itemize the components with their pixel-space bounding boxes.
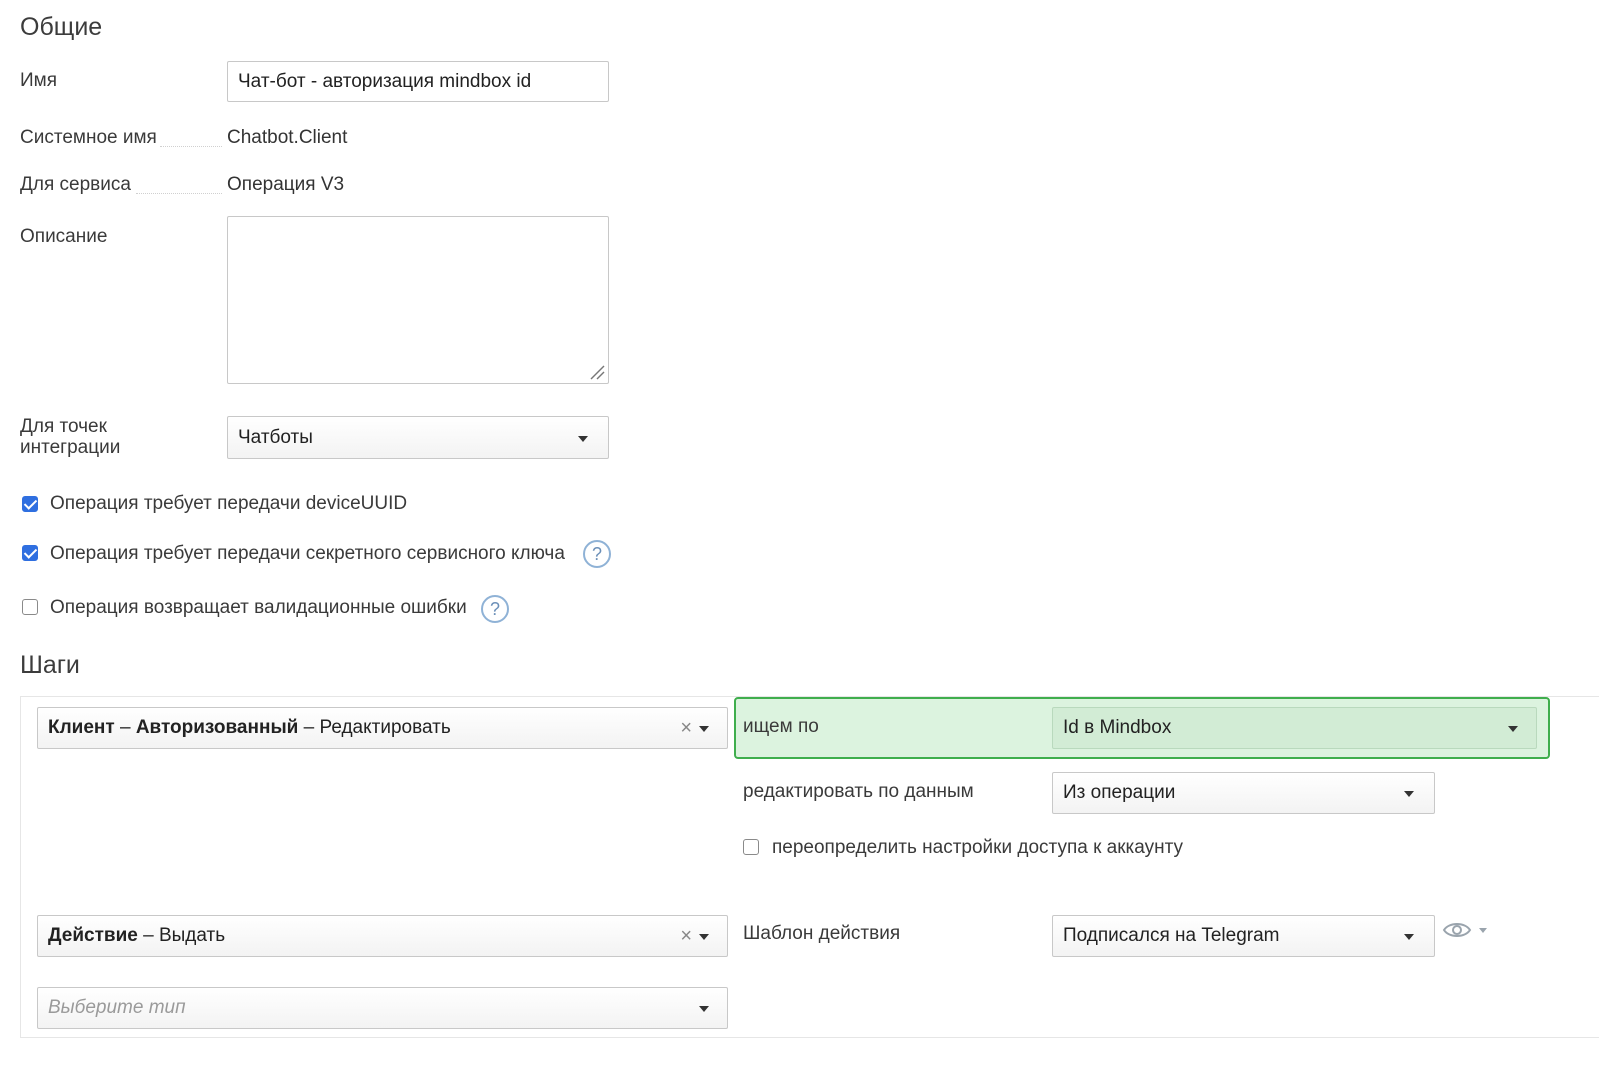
name-label: Имя (20, 70, 58, 91)
eye-icon[interactable] (1442, 919, 1472, 941)
new-step-placeholder: Выберите тип (48, 997, 186, 1018)
template-select[interactable] (1052, 915, 1435, 957)
template-label: Шаблон действия (743, 923, 901, 944)
edit-by-value: Из операции (1063, 782, 1176, 803)
validation-errors-checkbox[interactable] (22, 599, 38, 615)
step1-type: Авторизованный (135, 717, 299, 738)
resize-grip-icon[interactable] (589, 364, 605, 380)
secret-key-checkbox[interactable] (22, 545, 38, 561)
help-glyph: ? (489, 598, 500, 619)
step2-action: Выдать (158, 925, 226, 946)
caret-down-icon (1404, 934, 1414, 940)
clear-icon[interactable]: × (680, 925, 692, 947)
clear-icon[interactable]: × (680, 717, 692, 739)
search-by-value: Id в Mindbox (1063, 717, 1172, 738)
edit-by-label: редактировать по данным (743, 781, 974, 802)
service-label: Для сервиса (20, 174, 131, 195)
integration-select-value: Чатботы (238, 426, 313, 448)
caret-down-icon (699, 1006, 709, 1012)
step2-entity: Действие (48, 925, 138, 946)
name-input[interactable] (227, 61, 609, 102)
system-name-leader (160, 146, 222, 147)
step1-select[interactable] (37, 707, 728, 749)
help-icon[interactable] (481, 595, 509, 623)
step1-entity: Клиент (48, 717, 115, 738)
device-uuid-checkbox[interactable] (22, 496, 38, 512)
system-name-label: Системное имя (20, 127, 157, 148)
override-access-checkbox[interactable] (743, 839, 759, 855)
section-title-general: Общие (20, 13, 103, 41)
validation-errors-label: Операция возвращает валидационные ошибки (50, 597, 467, 618)
step1-action: Редактировать (319, 717, 451, 738)
help-icon[interactable] (583, 540, 611, 568)
service-value: Операция V3 (227, 174, 345, 195)
description-textarea[interactable] (227, 216, 609, 384)
integration-label-line2: интеграции (20, 437, 121, 458)
override-access-label: переопределить настройки доступа к аккаунту (772, 837, 1184, 858)
service-leader (136, 193, 222, 194)
caret-down-icon[interactable] (699, 934, 709, 940)
caret-down-icon (1508, 726, 1518, 732)
caret-down-icon[interactable] (1479, 928, 1487, 933)
step1-sep: – (298, 717, 320, 738)
description-label: Описание (20, 226, 108, 247)
edit-by-select[interactable] (1052, 772, 1435, 814)
integration-select[interactable] (227, 416, 609, 459)
section-title-steps: Шаги (20, 651, 80, 679)
secret-key-label: Операция требует передачи секретного сервисного ключа (50, 543, 565, 564)
step2-select[interactable] (37, 915, 728, 957)
template-value: Подписался на Telegram (1063, 925, 1280, 946)
caret-down-icon (1404, 791, 1414, 797)
step2-sep: – (137, 925, 159, 946)
step1-sep: – (114, 717, 136, 738)
caret-down-icon[interactable] (699, 726, 709, 732)
new-step-type-select[interactable] (37, 987, 728, 1029)
caret-down-icon (578, 436, 588, 442)
integration-label (20, 416, 120, 458)
device-uuid-label: Операция требует передачи deviceUUID (50, 493, 408, 514)
help-glyph: ? (591, 543, 602, 564)
name-input-value: Чат-бот - авторизация mindbox id (238, 70, 532, 92)
search-by-select[interactable] (1052, 707, 1537, 749)
search-by-label: ищем по (743, 716, 819, 737)
integration-label-line1: Для точек (20, 416, 107, 437)
system-name-value: Chatbot.Client (227, 127, 348, 148)
